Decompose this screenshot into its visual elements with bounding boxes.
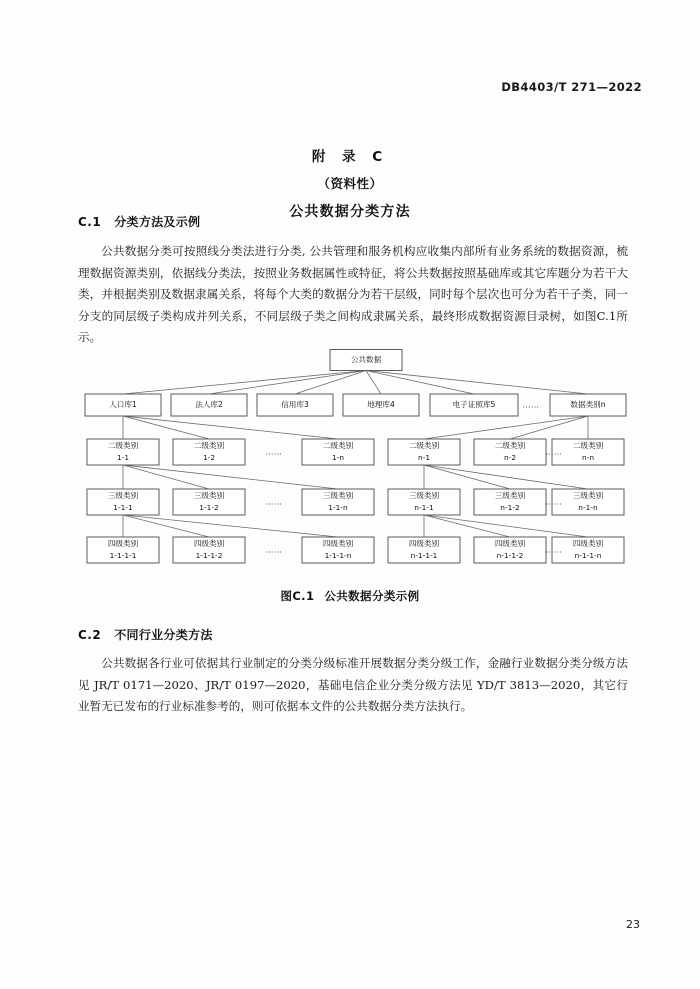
tree-ellipsis-level1: …… — [522, 400, 540, 410]
tree-node-title-right2-0: 二级类别 — [408, 441, 440, 450]
classification-tree-svg — [76, 340, 632, 580]
tree-connector-line — [424, 465, 588, 489]
tree-node-code-left4-0: 1-1-1-1 — [109, 551, 137, 560]
tree-node-code-left3-2: 1-1-n — [328, 503, 348, 512]
tree-connector-line — [123, 515, 338, 537]
annex-label: 附 录 C — [311, 149, 389, 165]
tree-node-code-right2-1: n-2 — [503, 453, 517, 462]
tree-connector-line — [366, 371, 588, 395]
tree-node-title-right4-0: 四级类别 — [408, 539, 440, 548]
tree-ellipsis-left-4: …… — [265, 545, 283, 555]
tree-node-title-level1-4: 电子证照库5 — [452, 400, 496, 409]
section-title-c1: 分类方法及示例 — [114, 215, 201, 229]
annex-name: 公共数据分类方法 — [289, 204, 411, 220]
tree-node-code-left2-0: 1-1 — [116, 453, 130, 462]
tree-node-title-level1-1: 法人库2 — [195, 400, 223, 409]
tree-node-title-left4-0: 四级类别 — [107, 539, 139, 548]
section-title-c2: 不同行业分类方法 — [114, 628, 213, 642]
tree-node-code-right3-0: n-1-1 — [414, 503, 434, 512]
tree-node-code-left2-1: 1-2 — [202, 453, 216, 462]
tree-connector-line — [123, 465, 338, 489]
tree-connector-line — [366, 371, 474, 395]
tree-connector-line — [123, 515, 209, 537]
tree-node-title-right4-1: 四级类别 — [494, 539, 526, 548]
section-paragraph-c2: 公共数据各行业可依据其行业制定的分类分级标准开展数据分类分级工作，金融行业数据分类分级方法见 JR/T 0171—2020、JR/T 0197—2020，基础电信企业分类分级方法见 YD/T 3813—2020，其它行业暂无已发布的行业标准参考的，则可依据本文件的公共数据分类方法执行。 — [78, 656, 628, 713]
tree-connector-line — [424, 515, 510, 537]
tree-node-title-level1-3: 地理库4 — [367, 400, 395, 409]
figure-caption-number: 图C.1 — [280, 589, 315, 603]
tree-node-code-right2-2: n-n — [581, 453, 595, 462]
tree-connector-line — [510, 416, 588, 439]
tree-node-code-right4-2: n-1-1-n — [574, 551, 602, 560]
tree-node-title-left3-2: 三级类别 — [322, 491, 354, 500]
section-number-c2: C.2 — [78, 628, 102, 642]
tree-node-title-root: 公共数据 — [350, 355, 382, 364]
section-number-c1: C.1 — [78, 215, 102, 229]
tree-node-code-left4-1: 1-1-1-2 — [195, 551, 223, 560]
tree-node-code-left4-2: 1-1-1-n — [324, 551, 352, 560]
tree-node-title-right2-2: 二级类别 — [572, 441, 604, 450]
tree-node-title-level1-0: 人口库1 — [109, 400, 137, 409]
tree-node-title-left3-1: 三级类别 — [193, 491, 225, 500]
annex-title-block — [0, 145, 700, 221]
tree-node-code-right2-0: n-1 — [417, 453, 431, 462]
tree-node-title-left4-1: 四级类别 — [193, 539, 225, 548]
tree-node-title-right3-2: 三级类别 — [572, 491, 604, 500]
tree-ellipsis-right-3: …… — [545, 497, 563, 507]
tree-ellipsis-left-2: …… — [265, 447, 283, 457]
tree-node-code-right4-1: n-1-1-2 — [496, 551, 524, 560]
annex-kind: （资料性） — [317, 176, 383, 191]
tree-node-title-left3-0: 三级类别 — [107, 491, 139, 500]
figure-caption — [0, 588, 700, 604]
tree-connector-line — [123, 416, 338, 439]
tree-connector-line — [424, 515, 588, 537]
tree-connector-line — [424, 465, 510, 489]
tree-connector-line — [424, 416, 588, 439]
tree-ellipsis-left-3: …… — [265, 497, 283, 507]
tree-connector-line — [123, 416, 209, 439]
tree-node-code-left2-2: 1-n — [331, 453, 345, 462]
tree-node-code-right4-0: n-1-1-1 — [410, 551, 438, 560]
tree-node-title-right3-1: 三级类别 — [494, 491, 526, 500]
section-paragraph-c1: 公共数据分类可按照线分类法进行分类, 公共管理和服务机构应收集内部所有业务系统的数据资源，梳理数据资源类别，依据线分类法，按照业务数据属性或特征，将公共数据按照基础库或其它库题分为若干大类，并根据类别及数据隶属关系，将每个大类的数据分为若干层级，同时每个层次也可分为若干子类，同一分支的同层级子类构成并列关系，不同层级子类之间构成隶属关系，最终形成数据资源目录树，如图C.1所示。 — [78, 244, 628, 344]
tree-node-code-left3-0: 1-1-1 — [113, 503, 133, 512]
tree-node-code-left3-1: 1-1-2 — [199, 503, 219, 512]
standard-number-header: DB4403/T 271—2022 — [501, 80, 642, 94]
tree-node-title-left2-2: 二级类别 — [322, 441, 354, 450]
tree-node-title-level1-2: 信用库3 — [281, 400, 309, 409]
classification-tree-figure — [76, 340, 632, 580]
tree-node-code-right3-1: n-1-2 — [500, 503, 520, 512]
tree-connector-line — [123, 465, 209, 489]
tree-connector-line — [366, 371, 381, 395]
tree-node-title-right3-0: 三级类别 — [408, 491, 440, 500]
figure-caption-title: 公共数据分类示例 — [324, 589, 420, 603]
tree-ellipsis-right-2: …… — [545, 447, 563, 457]
tree-node-title-left2-1: 二级类别 — [193, 441, 225, 450]
tree-node-title-level1-5: 数据类别n — [570, 400, 606, 409]
tree-node-title-left2-0: 二级类别 — [107, 441, 139, 450]
tree-node-title-left4-2: 四级类别 — [322, 539, 354, 548]
tree-node-code-right3-2: n-1-n — [578, 503, 598, 512]
section-heading-c2 — [78, 626, 213, 643]
page-number: 23 — [626, 918, 640, 931]
tree-node-title-right4-2: 四级类别 — [572, 539, 604, 548]
tree-node-title-right2-1: 二级类别 — [494, 441, 526, 450]
section-heading-c1 — [78, 213, 200, 230]
tree-connector-line — [209, 371, 366, 395]
tree-ellipsis-right-4: …… — [545, 545, 563, 555]
